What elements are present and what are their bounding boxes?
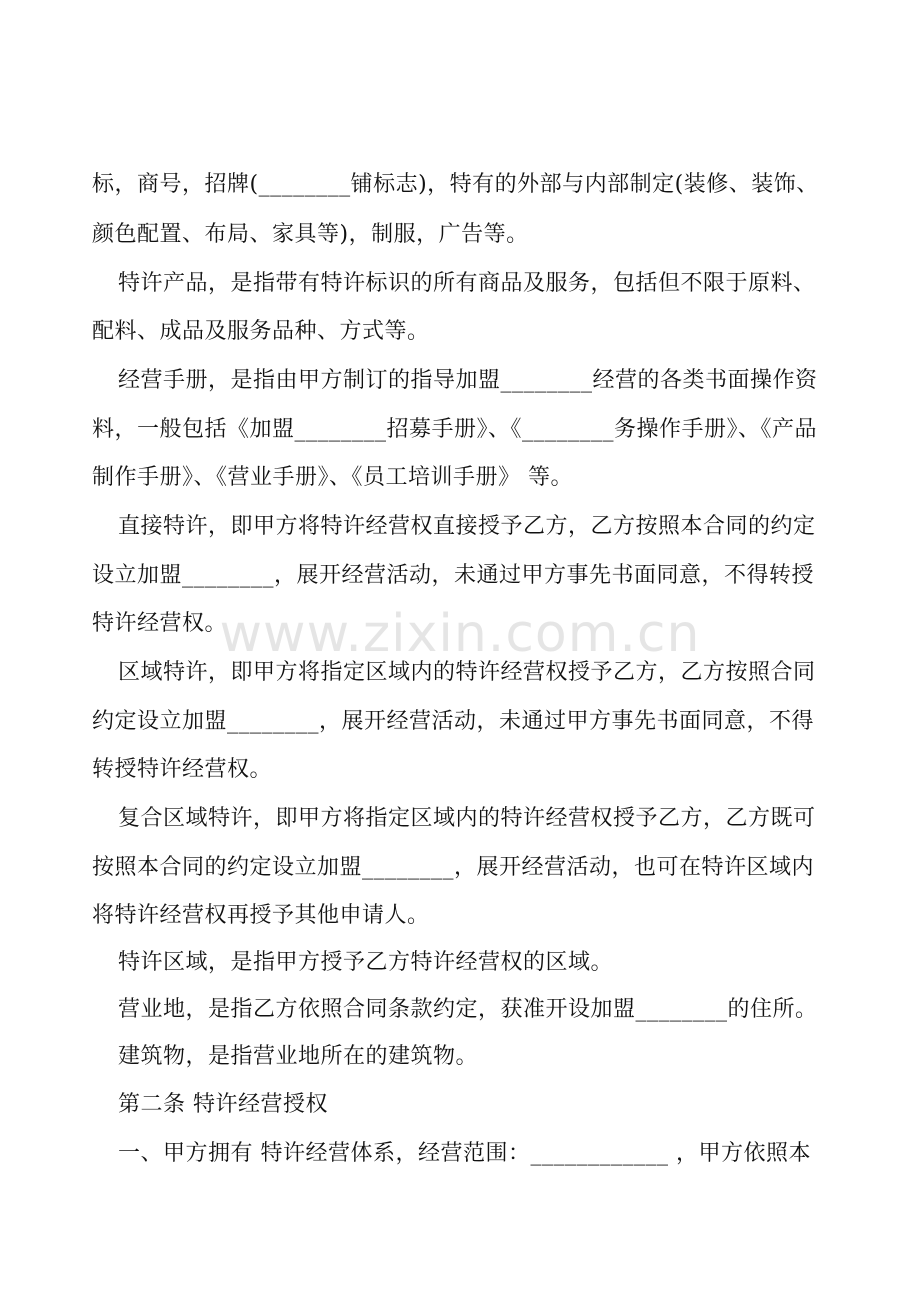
text-line: 标，商号，招牌(________铺标志)，特有的外部与内部制定(装修、装饰、 <box>92 172 819 197</box>
text-line: 料，一般包括《加盟________招募手册》、《________务操作手册》、《产品 <box>92 417 818 442</box>
text-line: 区域特许，即甲方将指定区域内的特许经营权授予乙方，乙方按照合同 <box>118 660 816 685</box>
text-line: 特许区域，是指甲方授予乙方特许经营权的区域。 <box>118 950 614 975</box>
section-heading: 第二条 特许经营授权 <box>118 1092 328 1117</box>
text-line: 配料、成品及服务品种、方式等。 <box>92 319 430 344</box>
text-line: 将特许经营权再授予其他申请人。 <box>92 903 430 928</box>
text-line: 约定设立加盟________，展开经营活动，未通过甲方事先书面同意，不得 <box>92 709 815 734</box>
text-line: 复合区域特许，即甲方将指定区域内的特许经营权授予乙方，乙方既可 <box>118 806 816 831</box>
text-line: 设立加盟________，展开经营活动，未通过甲方事先书面同意，不得转授 <box>92 563 815 588</box>
text-line: 按照本合同的约定设立加盟________，展开经营活动，也可在特许区域内 <box>92 855 815 880</box>
text-line: 经营手册，是指由甲方制订的指导加盟________经营的各类书面操作资 <box>118 368 818 393</box>
text-line: 直接特许，即甲方将特许经营权直接授予乙方，乙方按照本合同的约定 <box>118 514 816 539</box>
text-line: 特许产品，是指带有特许标识的所有商品及服务，包括但不限于原料、 <box>118 271 816 296</box>
watermark: www.zixin.com.cn <box>219 604 701 664</box>
text-line: 转授特许经营权。 <box>92 757 273 782</box>
text-line: 颜色配置、布局、家具等)，制服，广告等。 <box>92 222 529 247</box>
text-line: 营业地，是指乙方依照合同条款约定，获准开设加盟________的住所。 <box>118 997 818 1022</box>
text-line: 建筑物，是指营业地所在的建筑物。 <box>118 1044 479 1069</box>
text-line: 一、甲方拥有 特许经营体系，经营范围：____________ ，甲方依照本 <box>118 1141 811 1166</box>
text-line: 制作手册》、《营业手册》、《员工培训手册》 等。 <box>92 465 573 490</box>
text-line: 特许经营权。 <box>92 611 228 636</box>
